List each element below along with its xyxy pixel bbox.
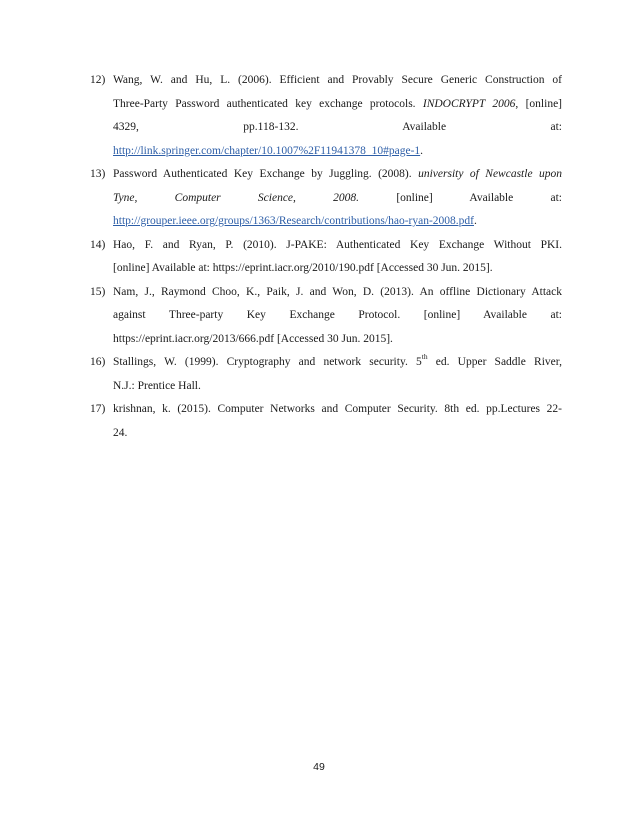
- reference-number: 15): [90, 285, 106, 298]
- reference-text-line: Wang, W. and Hu, L. (2006). Efficient and Provably Secure Generic Construction of: [113, 74, 562, 86]
- reference-list: [90, 69, 562, 445]
- reference-italic-text: INDOCRYPT 2006: [422, 97, 516, 110]
- reference-item-17: [90, 398, 562, 445]
- reference-text: ed. Upper Saddle River,: [427, 356, 562, 368]
- reference-text: , [online]: [515, 97, 562, 110]
- reference-text-line: [113, 140, 562, 164]
- reference-text-line: [113, 210, 562, 234]
- reference-text-line: 4329, pp.118-132. Available at:: [113, 121, 562, 133]
- page-number: 49: [313, 761, 325, 773]
- reference-text-line: https://eprint.iacr.org/2013/666.pdf [Accessed 30 Jun. 2015].: [113, 332, 393, 345]
- reference-item-15: [90, 281, 562, 352]
- reference-text: [online] Available at:: [359, 191, 562, 204]
- reference-text: Stallings, W. (1999). Cryptography and network security. 5: [113, 356, 422, 368]
- reference-number: 17): [90, 403, 106, 415]
- reference-text: .: [420, 144, 424, 157]
- reference-item-13: [90, 163, 562, 234]
- reference-text: Password Authenticated Key Exchange by Juggling. (2008).: [113, 168, 419, 180]
- reference-number: 14): [90, 238, 106, 251]
- reference-text-line: [113, 351, 562, 375]
- reference-text-line: Nam, J., Raymond Choo, K., Paik, J. and Won, D. (2013). An offline Dictionary Attack: [113, 285, 562, 298]
- reference-text-line: [online] Available at: https://eprint.iacr.org/2010/190.pdf [Accessed 30 Jun. 2015].: [113, 262, 493, 274]
- reference-number: 16): [90, 356, 106, 368]
- reference-text-line: against Three-party Key Exchange Protocol. [online] Available at:: [113, 309, 562, 321]
- reference-link[interactable]: http://grouper.ieee.org/groups/1363/Research/contributions/hao-ryan-2008.pdf: [113, 215, 474, 227]
- reference-text-line: N.J.: Prentice Hall.: [113, 379, 201, 392]
- reference-text: Three-Party Password authenticated key exchange protocols.: [113, 97, 423, 110]
- reference-text-line: [113, 187, 562, 211]
- reference-text-line: Hao, F. and Ryan, P. (2010). J-PAKE: Authenticated Key Exchange Without PKI.: [113, 238, 562, 251]
- reference-text-line: 24.: [113, 426, 128, 439]
- reference-italic-text: Tyne, Computer Science, 2008.: [113, 191, 360, 204]
- reference-text: .: [474, 215, 477, 227]
- reference-item-16: [90, 351, 562, 398]
- superscript-text: th: [421, 352, 428, 362]
- reference-number: 13): [90, 168, 106, 180]
- reference-text-line: [113, 163, 562, 187]
- reference-text-line: [113, 93, 562, 117]
- reference-link[interactable]: http://link.springer.com/chapter/10.1007%2F11941378_10#page-1: [113, 144, 421, 157]
- reference-number: 12): [90, 74, 106, 86]
- reference-item-14: [90, 234, 562, 281]
- reference-text-line: krishnan, k. (2015). Computer Networks and Computer Security. 8th ed. pp.Lectures 22-: [113, 403, 562, 415]
- reference-item-12: [90, 69, 562, 163]
- reference-italic-text: university of Newcastle upon: [418, 168, 562, 180]
